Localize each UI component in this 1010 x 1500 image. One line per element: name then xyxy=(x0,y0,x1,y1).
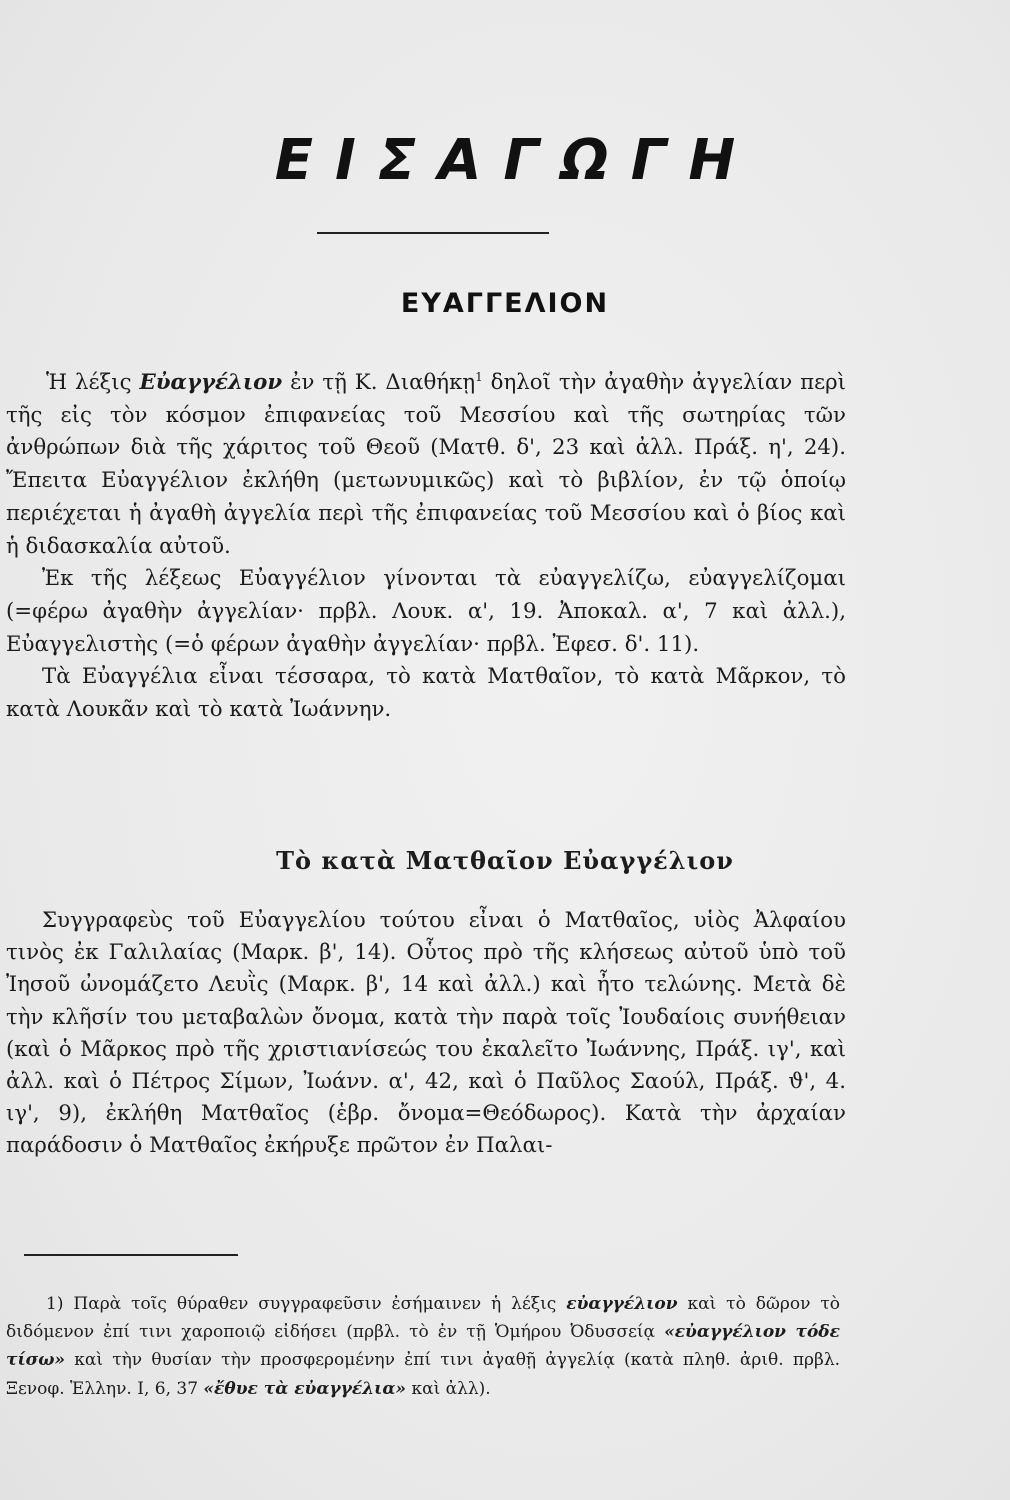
section-heading: ΕΥΑΓΓΕΛΙΟΝ xyxy=(400,288,610,319)
footnote-part-c: καὶ τὸ δῶρον τὸ διδόμενον ἐπί τινι χαροποιῷ εἰδήσει (πρβλ. τὸ ἐν τῇ Ὁμήρου Ὀδυσσείᾳ xyxy=(6,1294,840,1343)
footnote-quote-xenophon: «ἔθυε τὰ εὐαγγέλια» xyxy=(203,1378,407,1399)
page-title: ΕΙΣΑΓΩΓΗ xyxy=(274,128,758,193)
footnote-quote-odyssey: «εὐαγγέλιον τόδε τίσω» xyxy=(6,1322,840,1371)
term-euangelion: Εὐαγγέλιον xyxy=(139,370,283,395)
title-divider xyxy=(317,232,549,234)
paragraph-3: Τὰ Εὐαγγέλια εἶναι τέσσαρα, τὸ κατὰ Ματθαῖον, τὸ κατὰ Μᾶρκον, τὸ κατὰ Λουκᾶν καὶ τὸ κατὰ Ἰωάννην. xyxy=(6,664,846,723)
footnote xyxy=(6,1290,840,1403)
para1-rest: δηλοῖ τὴν ἀγαθὴν ἀγγελίαν περὶ τῆς εἰς τὸν κόσμον ἐπιφανείας τοῦ Μεσσίου καὶ τῆς σωτηρίας τῶν ἀνθρώπων διὰ τῆς χάριτος τοῦ Θεοῦ (Ματθ. δ', 23 καὶ ἀλλ. Πράξ. η', 24). Ἔπειτα Εὐαγγέλιον ἐκλήθη (μετωνυμικῶς) καὶ τὸ βιβλίον, ἐν τῷ ὁποίῳ περιέχεται ἡ ἀγαθὴ ἀγγελία περὶ τῆς ἐπιφανείας τοῦ Μεσσίου καὶ ὁ βίος καὶ ἡ διδασκαλία αὐτοῦ. xyxy=(6,370,846,559)
paragraph-1 xyxy=(6,367,846,563)
footnote-part-g: καὶ ἀλλ). xyxy=(406,1378,491,1399)
paragraph-2: Ἐκ τῆς λέξεως Εὐαγγέλιον γίνονται τὰ εὐαγγελίζω, εὐαγγελίζομαι (=φέρω ἀγαθὴν ἀγγελίαν· πρβλ. Λουκ. α', 19. Ἀποκαλ. α', 7 καὶ ἀλλ.), Εὐαγγελιστὴς (=ὁ φέρων ἀγαθὴν ἀγγελίαν· πρβλ. Ἐφεσ. δ'. 11). xyxy=(6,566,846,657)
intro-text xyxy=(6,367,846,727)
footnote-term: εὐαγγέλιον xyxy=(566,1294,678,1314)
footnote-divider xyxy=(24,1254,238,1256)
footnote-part-a: 1) Παρὰ τοῖς θύραθεν συγγραφεῦσιν ἐσήμαινεν ἡ λέξις xyxy=(46,1294,567,1314)
footnote-part-e: καὶ τὴν θυσίαν τὴν προσφερομένην ἐπί τινι ἀγαθῇ ἀγγελίᾳ (κατὰ πληθ. ἀριθ. πρβλ. Ξενοφ. Ἑλλην. Ι, 6, 37 xyxy=(6,1350,840,1399)
footnote-reference[interactable]: 1 xyxy=(475,369,483,384)
para1-mid: ἐν τῇ Κ. Διαθήκῃ xyxy=(282,370,476,395)
para1-start: Ἡ λέξις xyxy=(46,370,140,395)
paragraph-4: Συγγραφεὺς τοῦ Εὐαγγελίου τούτου εἶναι ὁ Ματθαῖος, υἱὸς Ἀλφαίου τινὸς ἐκ Γαλιλαίας (Μαρκ. β', 14). Οὗτος πρὸ τῆς κλήσεως αὐτοῦ ὑπὸ τοῦ Ἰησοῦ ὠνομάζετο Λευῒς (Μαρκ. β', 14 καὶ ἀλλ.) καὶ ἦτο τελώνης. Μετὰ δὲ τὴν κλῆσίν του μεταβαλὼν ὄνομα, κατὰ τὴν παρὰ τοῖς Ἰουδαίοις συνήθειαν (καὶ ὁ Μᾶρκος πρὸ τῆς χριστιανίσεώς του ἐκαλεῖτο Ἰωάννης, Πράξ. ιγ', καὶ ἀλλ. καὶ ὁ Πέτρος Σίμων, Ἰωάνν. α', 42, καὶ ὁ Παῦλος Σαούλ, Πράξ. ϑ', 4. ιγ', 9), ἐκλήθη Ματθαῖος (ἑβρ. ὄνομα=Θεόδωρος). Κατὰ τὴν ἀρχαίαν παράδοσιν ὁ Ματθαῖος ἐκήρυξε πρῶτον ἐν Παλαι- xyxy=(6,908,846,1159)
subsection-heading: Τὸ κατὰ Ματθαῖον Εὐαγγέλιον xyxy=(276,846,734,875)
